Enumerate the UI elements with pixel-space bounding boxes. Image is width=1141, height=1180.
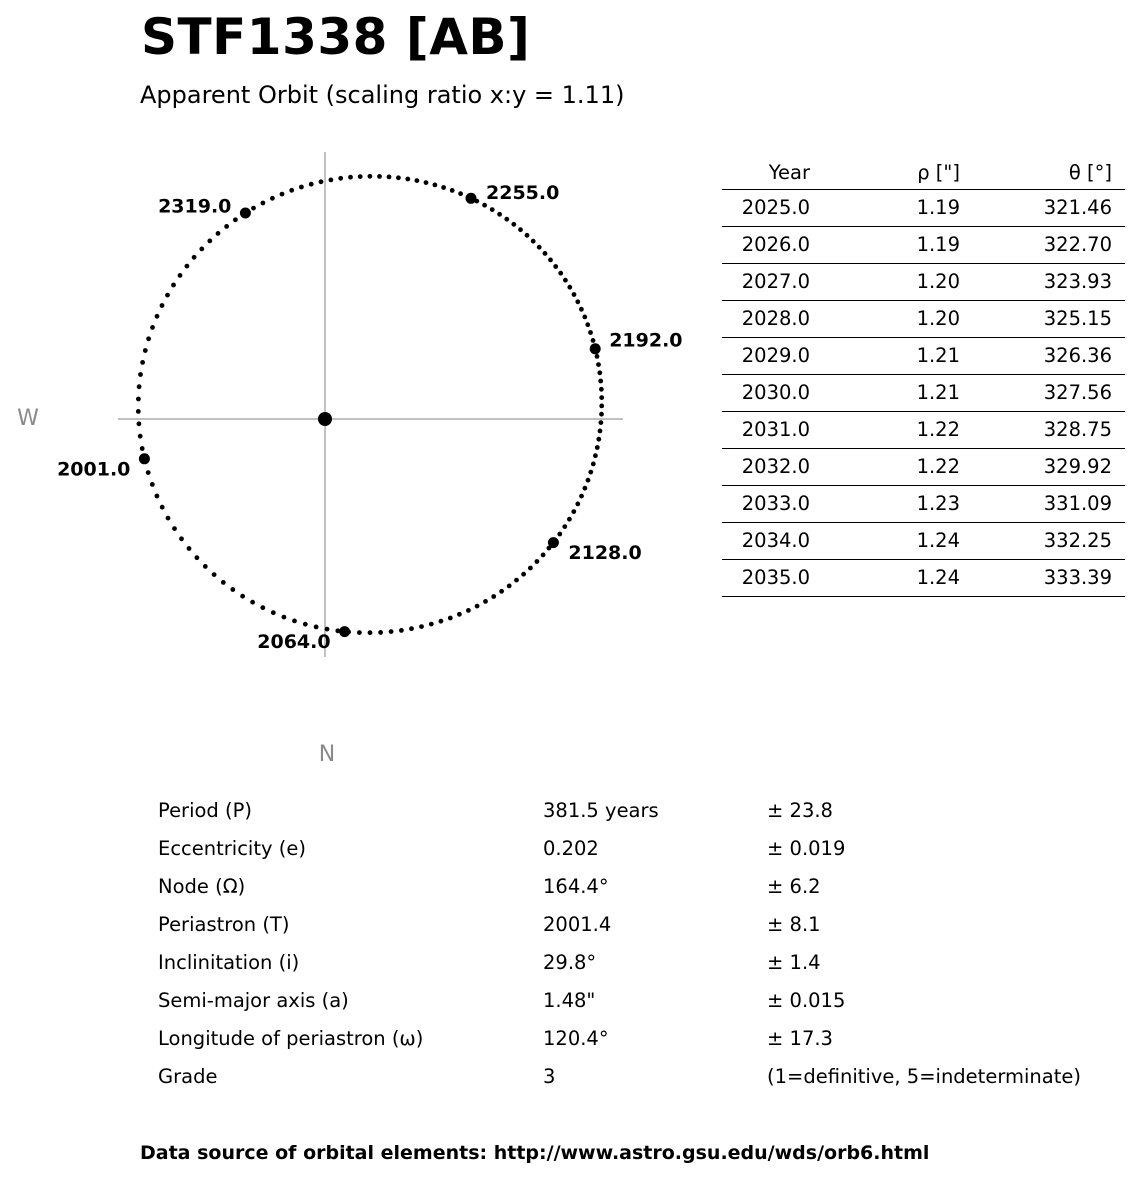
table-cell: 333.39 <box>960 559 1125 596</box>
orbit-dot <box>514 578 519 583</box>
orbit-dot <box>138 434 143 439</box>
orbit-dot <box>475 604 480 609</box>
table-cell: 2028.0 <box>722 300 810 337</box>
table-cell: 329.92 <box>960 448 1125 485</box>
orbit-dot <box>541 553 546 558</box>
orbit-dot <box>593 453 598 458</box>
orbit-dot <box>528 566 533 571</box>
element-error: ± 8.1 <box>767 913 821 936</box>
epoch-dot <box>139 453 150 464</box>
element-row <box>158 868 1118 906</box>
orbit-dot <box>531 239 536 244</box>
orbit-dot <box>357 630 362 635</box>
element-value: 1.48" <box>543 989 596 1012</box>
orbit-dot <box>155 494 160 499</box>
orbit-dot <box>595 445 600 450</box>
orbit-dot <box>599 387 604 392</box>
orbit-dot <box>596 437 601 442</box>
orbit-dot <box>567 285 572 290</box>
column-header: Year <box>722 157 810 189</box>
orbit-dot <box>543 251 548 256</box>
orbit-dot <box>553 264 558 269</box>
element-error: (1=definitive, 5=indeterminate) <box>767 1065 1081 1088</box>
element-error: ± 6.2 <box>767 875 821 898</box>
orbit-dot <box>179 536 184 541</box>
orbit-dot <box>595 354 600 359</box>
element-row <box>158 1058 1118 1096</box>
element-row <box>158 944 1118 982</box>
epoch-label: 2319.0 <box>158 195 232 218</box>
orbit-dot <box>518 227 523 232</box>
table-cell: 323.93 <box>960 263 1125 300</box>
table-cell: 322.70 <box>960 226 1125 263</box>
table-cell: 327.56 <box>960 374 1125 411</box>
table-row <box>722 226 1125 263</box>
element-row <box>158 830 1118 868</box>
orbit-dot <box>240 594 245 599</box>
element-label: Eccentricity (e) <box>158 837 306 860</box>
orbit-dot <box>195 555 200 560</box>
orbit-dot <box>575 299 580 304</box>
orbit-dot <box>155 314 160 319</box>
element-value: 381.5 years <box>543 799 659 822</box>
orbit-dot <box>483 599 488 604</box>
element-value: 3 <box>543 1065 556 1088</box>
epoch-dot <box>466 193 477 204</box>
orbit-dot <box>172 526 177 531</box>
orbit-dot <box>289 188 294 193</box>
table-cell: 2029.0 <box>722 337 810 374</box>
table-row <box>722 300 1125 337</box>
orbit-dot <box>415 178 420 183</box>
orbit-dot <box>575 502 580 507</box>
element-value: 2001.4 <box>543 913 612 936</box>
ephemerides-table <box>722 157 1125 597</box>
orbit-dot <box>280 192 285 197</box>
orbit-dot <box>207 239 212 244</box>
orbit-dot <box>292 619 297 624</box>
orbit-plot <box>0 140 700 790</box>
orbit-dot <box>389 629 394 634</box>
orbit-dot <box>136 397 141 402</box>
orbit-dot <box>165 293 170 298</box>
orbit-dot <box>203 564 208 569</box>
table-cell: 1.19 <box>810 226 960 263</box>
table-cell: 2034.0 <box>722 522 810 559</box>
element-value: 164.4° <box>543 875 609 898</box>
orbit-dot <box>585 322 590 327</box>
table-cell: 1.21 <box>810 337 960 374</box>
table-cell: 328.75 <box>960 411 1125 448</box>
orbit-dot <box>419 624 424 629</box>
table-cell: 1.24 <box>810 559 960 596</box>
orbit-dot <box>598 379 603 384</box>
orbit-dot <box>588 470 593 475</box>
element-error: ± 23.8 <box>767 799 833 822</box>
orbit-dot <box>271 610 276 615</box>
orbit-dot <box>588 330 593 335</box>
orbit-dot <box>251 206 256 211</box>
orbit-dot <box>441 185 446 190</box>
orbit-dot <box>598 429 603 434</box>
orbit-dot <box>599 420 604 425</box>
epoch-dot <box>240 208 251 219</box>
element-row <box>158 906 1118 944</box>
table-row <box>722 485 1125 522</box>
epoch-label: 2064.0 <box>257 631 331 654</box>
orbit-dot <box>537 245 542 250</box>
orbit-dot <box>270 196 275 201</box>
table-cell: 2035.0 <box>722 559 810 596</box>
element-label: Inclinitation (i) <box>158 951 300 974</box>
orbit-dot <box>596 362 601 367</box>
orbit-dot <box>137 421 142 426</box>
orbit-dot <box>329 178 334 183</box>
element-label: Node (Ω) <box>158 875 246 898</box>
orbit-dot <box>146 336 151 341</box>
orbit-dot <box>143 348 148 353</box>
orbit-dot <box>146 470 151 475</box>
page-subtitle: Apparent Orbit (scaling ratio x:y = 1.11) <box>140 81 625 109</box>
orbital-elements-list <box>158 792 1118 1096</box>
orbit-dot <box>230 587 235 592</box>
orbit-dot <box>599 404 604 409</box>
element-error: ± 0.019 <box>767 837 846 860</box>
orbit-dot <box>571 509 576 514</box>
orbit-dot <box>319 179 324 184</box>
orbit-dot <box>563 278 568 283</box>
orbit-dot <box>377 174 382 179</box>
table-cell: 1.21 <box>810 374 960 411</box>
orbit-dot <box>558 271 563 276</box>
table-row <box>722 337 1125 374</box>
orbit-dot <box>233 217 238 222</box>
orbit-dot <box>582 315 587 320</box>
orbit-dot <box>591 462 596 467</box>
orbit-dot <box>221 580 226 585</box>
orbit-dot <box>150 482 155 487</box>
table-row <box>722 374 1125 411</box>
element-label: Periastron (T) <box>158 913 290 936</box>
orbit-dot <box>396 175 401 180</box>
table-cell: 326.36 <box>960 337 1125 374</box>
orbit-dot <box>448 616 453 621</box>
table-cell: 1.22 <box>810 411 960 448</box>
element-error: ± 1.4 <box>767 951 821 974</box>
table-cell: 1.23 <box>810 485 960 522</box>
orbit-dot <box>378 630 383 635</box>
orbit-dot <box>583 486 588 491</box>
element-value: 120.4° <box>543 1027 609 1050</box>
epoch-label: 2192.0 <box>609 329 683 352</box>
table-row <box>722 448 1125 485</box>
orbit-dot <box>212 572 217 577</box>
table-cell: 2030.0 <box>722 374 810 411</box>
orbit-dot <box>348 175 353 180</box>
orbit-dot <box>491 594 496 599</box>
table-row <box>722 263 1125 300</box>
epoch-dot <box>339 626 350 637</box>
orbit-dot <box>525 233 530 238</box>
orbit-dot <box>178 273 183 278</box>
orbit-dot <box>261 201 266 206</box>
table-row <box>722 522 1125 559</box>
element-error: ± 0.015 <box>767 989 846 1012</box>
page-title: STF1338 [AB] <box>141 8 531 66</box>
orbit-dot <box>187 546 192 551</box>
orbit-dot <box>399 628 404 633</box>
table-cell: 331.09 <box>960 485 1125 522</box>
orbit-dot <box>185 264 190 269</box>
orbit-dot <box>458 191 463 196</box>
table-row <box>722 411 1125 448</box>
orbit-dot <box>599 412 604 417</box>
orbit-dot <box>548 258 553 263</box>
table-cell: 2025.0 <box>722 189 810 226</box>
orbit-dot <box>140 360 145 365</box>
orbit-dot <box>387 175 392 180</box>
table-cell: 2031.0 <box>722 411 810 448</box>
table-cell: 2032.0 <box>722 448 810 485</box>
table-cell: 1.20 <box>810 300 960 337</box>
element-label: Grade <box>158 1065 218 1088</box>
orbit-dot <box>499 589 504 594</box>
table-cell: 321.46 <box>960 189 1125 226</box>
table-cell: 2027.0 <box>722 263 810 300</box>
orbit-dot <box>137 384 142 389</box>
orbit-dot <box>368 174 373 179</box>
orbit-dot <box>358 174 363 179</box>
element-value: 0.202 <box>543 837 599 860</box>
orbit-dot <box>309 182 314 187</box>
orbit-dot <box>299 185 304 190</box>
direction-label-n: N <box>318 742 336 767</box>
orbit-dot <box>579 307 584 312</box>
orbit-dot <box>314 625 319 630</box>
orbit-dot <box>409 626 414 631</box>
orbit-dot <box>450 188 455 193</box>
epoch-label: 2255.0 <box>486 181 560 204</box>
orbit-dot <box>567 517 572 522</box>
orbit-dot <box>457 612 462 617</box>
orbit-dot <box>192 255 197 260</box>
orbit-dot <box>140 446 145 451</box>
orbit-dot <box>497 212 502 217</box>
orbit-dot <box>136 409 141 414</box>
table-cell: 1.22 <box>810 448 960 485</box>
column-header: θ [°] <box>960 157 1125 189</box>
ephemerides-table-header <box>722 157 1125 189</box>
element-value: 29.8° <box>543 951 597 974</box>
orbit-dot <box>160 303 165 308</box>
orbit-dot <box>424 180 429 185</box>
table-row <box>722 189 1125 226</box>
orbit-dot <box>282 615 287 620</box>
orbit-dot <box>199 247 204 252</box>
orbit-dot <box>368 630 373 635</box>
data-source-footer: Data source of orbital elements: http://www.astro.gsu.edu/wds/orb6.html <box>140 1142 930 1164</box>
epoch-label: 2128.0 <box>568 542 642 565</box>
orbit-dot <box>466 608 471 613</box>
orbit-dot <box>579 494 584 499</box>
ephemerides-table-body <box>722 189 1125 596</box>
element-label: Semi-major axis (a) <box>158 989 349 1012</box>
orbit-dot <box>599 395 604 400</box>
element-row <box>158 982 1118 1020</box>
orbit-dot <box>572 292 577 297</box>
table-cell: 332.25 <box>960 522 1125 559</box>
orbit-dot <box>439 619 444 624</box>
orbit-dot <box>490 207 495 212</box>
orbit-dot <box>150 325 155 330</box>
orbit-dot <box>586 478 591 483</box>
orbit-dot <box>591 338 596 343</box>
table-cell: 1.24 <box>810 522 960 559</box>
table-header-row <box>722 157 1125 189</box>
element-row <box>158 1020 1118 1058</box>
orbit-dot <box>338 176 343 181</box>
orbit-dot <box>138 372 143 377</box>
element-label: Longitude of periastron (ω) <box>158 1027 424 1050</box>
orbit-dot <box>224 224 229 229</box>
orbit-dot <box>504 217 509 222</box>
orbit-dot <box>166 516 171 521</box>
table-cell: 1.20 <box>810 263 960 300</box>
orbit-dot <box>160 505 165 510</box>
element-label: Period (P) <box>158 799 252 822</box>
element-row <box>158 792 1118 830</box>
column-header: ρ ["] <box>810 157 960 189</box>
orbit-dot <box>535 559 540 564</box>
table-cell: 325.15 <box>960 300 1125 337</box>
orbit-dot <box>511 222 516 227</box>
orbit-dot <box>171 283 176 288</box>
orbit-dot <box>405 177 410 182</box>
orbit-dot <box>303 622 308 627</box>
epoch-dot <box>590 343 601 354</box>
table-cell: 2033.0 <box>722 485 810 522</box>
element-error: ± 17.3 <box>767 1027 833 1050</box>
orbit-dot <box>216 231 221 236</box>
orbit-dot <box>597 370 602 375</box>
orbit-dot <box>521 572 526 577</box>
orbit-dot <box>260 605 265 610</box>
table-cell: 2026.0 <box>722 226 810 263</box>
orbit-dot <box>507 584 512 589</box>
orbit-dot <box>557 532 562 537</box>
epoch-dot <box>548 537 559 548</box>
orbit-dot <box>562 524 567 529</box>
primary-star-marker <box>318 412 332 426</box>
table-cell: 1.19 <box>810 189 960 226</box>
direction-label-w: W <box>17 406 39 431</box>
orbit-dot <box>250 600 255 605</box>
table-row <box>722 559 1125 596</box>
orbit-dot <box>433 183 438 188</box>
orbit-dot <box>429 622 434 627</box>
epoch-label: 2001.0 <box>57 458 131 481</box>
